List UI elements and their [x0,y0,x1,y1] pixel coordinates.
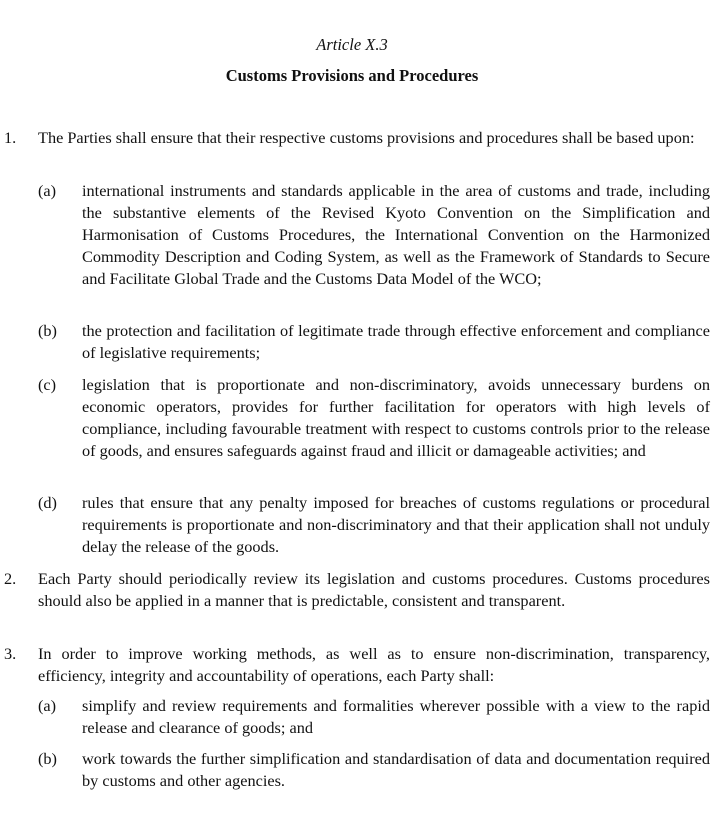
list-item-label: (d) [38,493,57,512]
paragraph-2 [4,568,710,612]
paragraph-number: 3. [4,644,17,663]
list-item-1c [38,374,710,462]
paragraph-1 [4,127,710,149]
list-item-text: work towards the further simplification and standardisation of data and documentation required by customs and other agencies. [82,749,710,790]
list-item-label: (a) [38,696,57,715]
list-item-label: (b) [38,749,57,768]
paragraph-number: 1. [4,128,17,147]
paragraph-text: Each Party should periodically review its legislation and customs procedures. Customs procedures should also be applied in a manner that is predictable, consistent and transparent. [38,569,710,610]
article-number: Article X.3 [316,35,388,54]
paragraph-3 [4,643,710,687]
list-item-3a [38,695,710,739]
list-item-1b [38,320,710,364]
list-item-label: (a) [38,181,57,200]
list-item-label: (b) [38,321,57,340]
list-item-text: international instruments and standards applicable in the area of customs and trade, including the substantive elements of the Revised Kyoto Convention on the Simplification and Harmonisation of Customs Procedures, the International Convention on the Harmonized Commodity Description and Coding System, as well as the Framework of Standards to Secure and Facilitate Global Trade and the Customs Data Model of the WCO; [82,181,710,288]
list-item-text: simplify and review requirements and formalities wherever possible with a view to the rapid release and clearance of goods; and [82,696,710,737]
paragraph-text: In order to improve working methods, as well as to ensure non-discrimination, transparency, efficiency, integrity and accountability of operations, each Party shall: [38,644,710,685]
paragraph-text: The Parties shall ensure that their respective customs provisions and procedures shall be based upon: [38,128,695,147]
list-item-label: (c) [38,375,57,394]
list-item-text: the protection and facilitation of legitimate trade through effective enforcement and compliance of legislative requirements; [82,321,710,362]
list-item-text: rules that ensure that any penalty imposed for breaches of customs regulations or procedural requirements is proportionate and non-discriminatory and that their application shall not unduly delay the release of the goods. [82,493,710,556]
list-item-1a [38,180,710,290]
list-item-text: legislation that is proportionate and non-discriminatory, avoids unnecessary burdens on economic operators, provides for further facilitation for operators with high levels of compliance, including favourable treatment with respect to customs controls prior to the release of goods, and ensures safeguards against fraud and illicit or damageable activities; and [82,375,710,460]
paragraph-number: 2. [4,569,17,588]
list-item-1d [38,492,710,558]
list-item-3b [38,748,710,792]
article-title: Customs Provisions and Procedures [225,66,479,85]
